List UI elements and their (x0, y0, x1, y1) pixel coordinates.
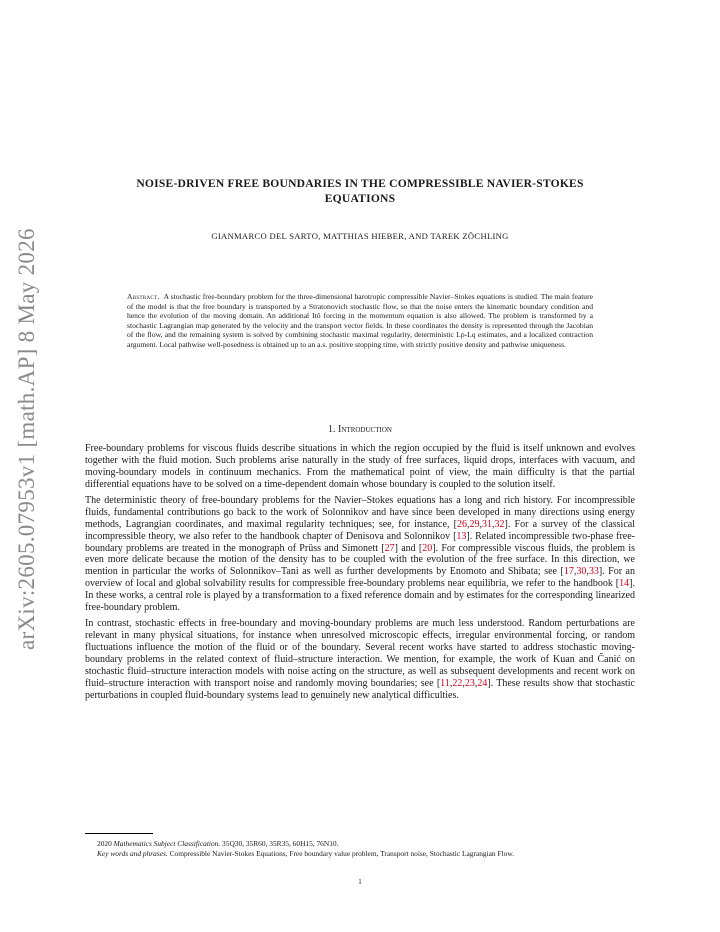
footnotes (85, 839, 635, 858)
paper-title (85, 176, 635, 206)
abstract-label: Abstract. (127, 292, 160, 301)
keywords-label: Key words and phrases. (97, 848, 168, 858)
page-number: 1 (358, 877, 362, 886)
abstract-text: A stochastic free-boundary problem for the three-dimensional barotropic compressible Navier–Stokes equations is studied. The main feature of the model is that the free boundary is transported by a Stratonovich stochastic flow, so that the noise enters the kinematic boundary condition and hence the evolution of the moving domain. An additional Itô forcing in the momentum equation is also allowed. The problem is transformed by a stochastic Lagrangian map generated by the velocity and the transport vector fields. In these coordinates the density is represented through the Jacobian of the flow, and the remaining system is solved by combining stochastic maximal regularity, deterministic Lp-Lq estimates, and a localized contraction argument. Local pathwise well-posedness is obtained up to an a.s. positive stopping time, with strictly positive density and pathwise uniqueness. (127, 292, 593, 349)
paragraph-text: ]. These results show that stochastic perturbations in coupled fluid-boundary systems lead to genuinely new analytical difficulties. (85, 677, 635, 701)
abstract (127, 292, 593, 350)
citation-link[interactable]: 22 (452, 677, 463, 689)
section-title: Introduction (338, 424, 392, 435)
author-list: GIANMARCO DEL SARTO, MATTHIAS HIEBER, AND TAREK ZÖCHLING (211, 231, 509, 241)
paragraph-text: ]. For compressible viscous fluids, the problem is even more delicate because the motion of the density has to be coupled with the evolution of the free surface. In this direction, we mention in particular the works of Solonnikov–Tani as well as further developments by Enomoto and Shibata; see [ (85, 542, 635, 578)
citation-link[interactable]: 30 (576, 566, 587, 578)
paragraph-3: In contrast, stochastic effects in free-boundary and moving-boundary problems are much less understood. Random perturbations are relevant in many physical situations, for instance when unresolved microscopic effects, irregular environmental forcing, or random fluctuations influence the motion of the fluid or of the boundary. Several recent works have started to address stochastic moving-boundary problems in the related context of fluid–structure interaction. We mention, for example, the work of Kuan and Čanić on stochastic fluid–structure interaction models with noise acting on the structure, as well as subsequent developments and recent work on fluid–structure interaction with transport noise and randomly moving boundaries; see [11,22,23,24]. These results show that stochastic perturbations in coupled fluid-boundary systems lead to genuinely new analytical difficulties. (85, 618, 635, 701)
citation-link[interactable]: 24 (477, 677, 488, 689)
msc-codes: 35Q30, 35R60, 35R35, 60H15, 76N10. (222, 839, 339, 848)
msc-year: 2020 (97, 839, 112, 848)
paragraph-text: ] and [ (394, 542, 423, 554)
citation-link[interactable]: 13 (456, 530, 467, 542)
paragraph-text: ]. Related incompressible two-phase free-boundary problems are treated in the monograph of Prüss and Simonett [ (85, 530, 635, 554)
citation-link[interactable]: 29 (469, 518, 480, 530)
body-text (85, 443, 635, 706)
msc-footnote (85, 839, 635, 849)
citation-link[interactable]: 27 (384, 542, 395, 554)
paragraph-text: In contrast, stochastic effects in free-boundary and moving-boundary problems are much less understood. Random perturbations are relevant in many physical situations, for instance when unresolved microscopic effects, irregular environmental forcing, or random fluctuations influence the motion of the fluid or of the boundary. Several recent works have started to address stochastic moving-boundary problems in the related context of fluid–structure interaction. We mention, for example, the work of Kuan and Čanić on stochastic fluid–structure interaction models with noise acting on the structure, as well as subsequent developments and recent work on fluid–structure interaction with transport noise and randomly moving boundaries; see [ (85, 618, 635, 689)
msc-label: Mathematics Subject Classification. (113, 839, 221, 848)
paragraph-text: ]. In these works, a central role is played by a transformation to a fixed reference domain and by estimates for the corresponding linearized free-boundary problem. (85, 578, 635, 614)
section-heading (85, 424, 635, 435)
citation-link[interactable]: 26 (456, 518, 467, 530)
citation-link[interactable]: 20 (422, 542, 433, 554)
footnote-rule (85, 833, 153, 834)
citation-link[interactable]: 11 (440, 677, 450, 689)
keywords-footnote (85, 849, 635, 859)
paragraph-2: The deterministic theory of free-boundary problems for the Navier–Stokes equations has a long and rich history. For incompressible fluids, fundamental contributions go back to the work of Solonnikov and have since been developed in many directions using energy methods, Lagrangian coordinates, and maximal regularity techniques; see, for instance, [26,29,31,32]. For a survey of the classical incompressible theory, we also refer to the handbook chapter of Denisova and Solonnikov [13]. Related incompressible two-phase free-boundary problems are treated in the monograph of Prüss and Simonett [27] and [20]. For compressible viscous fluids, the problem is even more delicate because the motion of the density has to be coupled with the evolution of the free surface. In this direction, we mention in particular the works of Solonnikov–Tani as well as further developments by Enomoto and Shibata; see [17,30,33]. For an overview of local and global solvability results for compressible free-boundary problems near equilibria, we refer to the handbook [14]. In these works, a central role is played by a transformation to a fixed reference domain and by estimates for the corresponding linearized free-boundary problem. (85, 494, 635, 614)
paragraph-1: Free-boundary problems for viscous fluids describe situations in which the region occupied by the fluid is itself unknown and evolves together with the fluid motion. Such problems arise naturally in the study of free surfaces, liquid drops, interfaces with vacuum, and moving-boundary models in continuum mechanics. From the mathematical point of view, the main difficulty is that the partial differential equations have to be solved on a time-dependent domain whose boundary is coupled to the solution itself. (85, 443, 635, 490)
citation-link[interactable]: 32 (494, 518, 505, 530)
section-number: 1. (328, 424, 336, 435)
citation-link[interactable]: 17 (563, 566, 574, 578)
title-line-1: NOISE-DRIVEN FREE BOUNDARIES IN THE COMPRESSIBLE NAVIER-STOKES (136, 177, 584, 190)
paragraph-text: The deterministic theory of free-boundary problems for the Navier–Stokes equations has a long and rich history. For incompressible fluids, fundamental contributions go back to the work of Solonnikov and have since been developed in many directions using energy methods, Lagrangian coordinates, and maximal regularity techniques; see, for instance, [ (85, 494, 635, 530)
paragraph-text: ]. For an overview of local and global solvability results for compressible free-boundary problems near equilibria, we refer to the handbook [ (85, 566, 635, 590)
citation-link[interactable]: 14 (619, 578, 630, 590)
arxiv-identifier: arXiv:2605.07953v1 [math.AP] 8 May 2026 (14, 228, 39, 650)
citation-link[interactable]: 23 (464, 677, 475, 689)
citation-link[interactable]: 33 (588, 566, 599, 578)
title-line-2: EQUATIONS (324, 192, 396, 205)
keywords-text: Compressible Navier-Stokes Equations, Free boundary value problem, Transport noise, Stochastic Lagrangian Flow. (169, 848, 515, 858)
citation-link[interactable]: 31 (481, 518, 492, 530)
paragraph-text: ]. For a survey of the classical incompressible theory, we also refer to the handbook chapter of Denisova and Solonnikov [ (85, 518, 635, 542)
